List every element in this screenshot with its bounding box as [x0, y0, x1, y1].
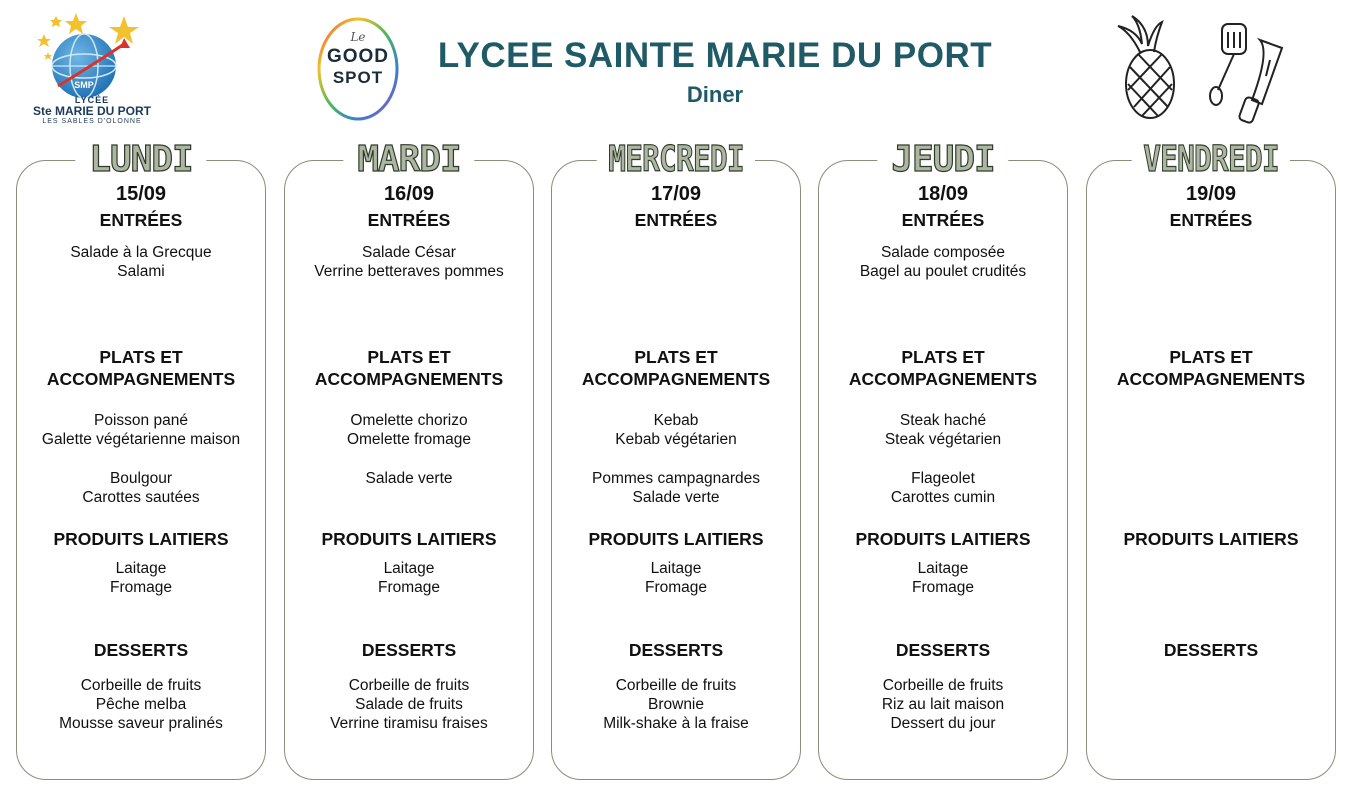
section-plats-line: ACCOMPAGNEMENTS — [848, 369, 1038, 389]
menu-item: Carottes cumin — [890, 489, 996, 506]
menu-item: Bagel au poulet crudités — [859, 263, 1027, 280]
section-entrees: ENTRÉES — [634, 210, 718, 230]
section-plats — [17, 346, 265, 390]
day-card-lundi — [16, 139, 266, 780]
menu-item: Laitage — [115, 560, 167, 577]
spatula-icon — [1210, 24, 1246, 105]
entrees-list — [285, 243, 533, 281]
desserts-list — [285, 676, 533, 733]
day-name: MERCREDI — [597, 139, 756, 180]
menu-item: Verrine tiramisu fraises — [330, 715, 488, 732]
menu-item: Steak haché — [899, 412, 987, 429]
menu-item: Laitage — [650, 560, 702, 577]
day-name: VENDREDI — [1132, 139, 1291, 180]
menu-item: Verrine betteraves pommes — [314, 263, 504, 280]
day-date: 15/09 — [115, 183, 167, 205]
kitchen-drawing-icon — [1110, 12, 1300, 127]
menu-item: Dessert du jour — [890, 715, 996, 732]
menu-item: Fromage — [644, 579, 708, 596]
menu-item: Riz au lait maison — [881, 696, 1005, 713]
menu-item: Galette végétarienne maison — [41, 431, 241, 448]
section-plats-line: PLATS ET — [634, 347, 718, 367]
section-plats-line: PLATS ET — [1169, 347, 1253, 367]
page-title: LYCEE SAINTE MARIE DU PORT — [437, 36, 993, 75]
menu-item: Carottes sautées — [82, 489, 200, 506]
day-name: LUNDI — [75, 139, 206, 180]
menu-item: Kebab — [653, 412, 699, 429]
plats-list — [285, 411, 533, 449]
day-date: 17/09 — [650, 183, 702, 205]
menu-item: Mousse saveur pralinés — [59, 715, 223, 732]
page-subtitle: Diner — [686, 82, 744, 107]
menu-item: Brownie — [648, 696, 704, 713]
section-plats-line: ACCOMPAGNEMENTS — [314, 369, 504, 389]
section-desserts: DESSERTS — [93, 640, 189, 660]
section-laitiers: PRODUITS LAITIERS — [53, 529, 229, 549]
plats-list — [819, 411, 1067, 449]
section-laitiers: PRODUITS LAITIERS — [855, 529, 1031, 549]
menu-item: Omelette chorizo — [350, 412, 468, 429]
section-laitiers: PRODUITS LAITIERS — [1123, 529, 1299, 549]
menu-item: Flageolet — [911, 470, 975, 487]
section-desserts: DESSERTS — [895, 640, 991, 660]
section-entrees: ENTRÉES — [1169, 210, 1253, 230]
goodspot-spot: SPOT — [332, 68, 384, 87]
section-desserts: DESSERTS — [361, 640, 457, 660]
section-entrees: ENTRÉES — [99, 210, 183, 230]
day-card-mardi — [284, 139, 534, 780]
section-plats-line: PLATS ET — [367, 347, 451, 367]
section-plats-line: ACCOMPAGNEMENTS — [581, 369, 771, 389]
school-badge: SMP — [74, 80, 94, 90]
day-card-vendredi — [1086, 139, 1336, 780]
menu-item: Steak végétarien — [884, 431, 1002, 448]
section-desserts: DESSERTS — [628, 640, 724, 660]
desserts-list — [17, 676, 265, 733]
menu-item: Laitage — [383, 560, 435, 577]
day-date: 16/09 — [383, 183, 435, 205]
section-plats-line: PLATS ET — [99, 347, 183, 367]
section-plats — [552, 346, 800, 390]
day-date: 18/09 — [917, 183, 969, 205]
desserts-list — [552, 676, 800, 733]
menu-item: Corbeille de fruits — [348, 677, 470, 694]
section-plats — [1087, 346, 1335, 390]
entrees-list — [819, 243, 1067, 281]
menu-item: Kebab végétarien — [615, 431, 737, 448]
menu-item: Corbeille de fruits — [80, 677, 202, 694]
section-plats-line: ACCOMPAGNEMENTS — [46, 369, 236, 389]
laitiers-list — [17, 559, 265, 597]
menu-item: Fromage — [109, 579, 173, 596]
menu-item: Poisson pané — [94, 412, 188, 429]
menu-item: Pommes campagnardes — [592, 470, 760, 487]
section-plats — [285, 346, 533, 390]
entrees-list — [17, 243, 265, 281]
menu-item: Salade verte — [632, 489, 720, 506]
menu-item: Laitage — [917, 560, 969, 577]
laitiers-list — [819, 559, 1067, 597]
accompagnements-list — [285, 469, 533, 488]
accompagnements-list — [819, 469, 1067, 507]
day-name: MARDI — [343, 139, 474, 180]
menu-item: Corbeille de fruits — [882, 677, 1004, 694]
laitiers-list — [285, 559, 533, 597]
menu-item: Salade César — [362, 244, 456, 261]
laitiers-list — [552, 559, 800, 597]
goodspot-le: Le — [350, 30, 366, 44]
menu-item: Omelette fromage — [346, 431, 472, 448]
day-date: 19/09 — [1185, 183, 1237, 205]
accompagnements-list — [552, 469, 800, 507]
goodspot-good: GOOD — [326, 46, 390, 67]
menu-item: Fromage — [377, 579, 441, 596]
school-logo-text — [22, 96, 162, 125]
section-plats — [819, 346, 1067, 390]
menu-item: Salade de fruits — [355, 696, 463, 713]
menu-item: Salade à la Grecque — [70, 244, 212, 261]
pineapple-icon — [1118, 16, 1174, 118]
desserts-list — [819, 676, 1067, 733]
menu-item: Salami — [117, 263, 165, 280]
menu-item: Milk-shake à la fraise — [603, 715, 749, 732]
section-plats-line: PLATS ET — [901, 347, 985, 367]
menu-item: Boulgour — [109, 470, 173, 487]
day-name: JEUDI — [877, 139, 1008, 180]
school-logo-line1: LYCÉE — [74, 95, 110, 105]
menu-item: Fromage — [911, 579, 975, 596]
section-laitiers: PRODUITS LAITIERS — [588, 529, 764, 549]
menu-item: Pêche melba — [95, 696, 187, 713]
section-desserts: DESSERTS — [1163, 640, 1259, 660]
menu-item: Corbeille de fruits — [615, 677, 737, 694]
section-entrees: ENTRÉES — [367, 210, 451, 230]
day-card-jeudi — [818, 139, 1068, 780]
menu-item: Salade composée — [880, 244, 1006, 261]
accompagnements-list — [17, 469, 265, 507]
school-logo-line3: LES SABLES D'OLONNE — [42, 118, 142, 126]
day-card-mercredi — [551, 139, 801, 780]
plats-list — [17, 411, 265, 449]
section-plats-line: ACCOMPAGNEMENTS — [1116, 369, 1306, 389]
section-entrees: ENTRÉES — [901, 210, 985, 230]
school-logo-line2: Ste MARIE DU PORT — [32, 104, 151, 119]
menu-item: Salade verte — [365, 470, 453, 487]
section-laitiers: PRODUITS LAITIERS — [321, 529, 497, 549]
plats-list — [552, 411, 800, 449]
